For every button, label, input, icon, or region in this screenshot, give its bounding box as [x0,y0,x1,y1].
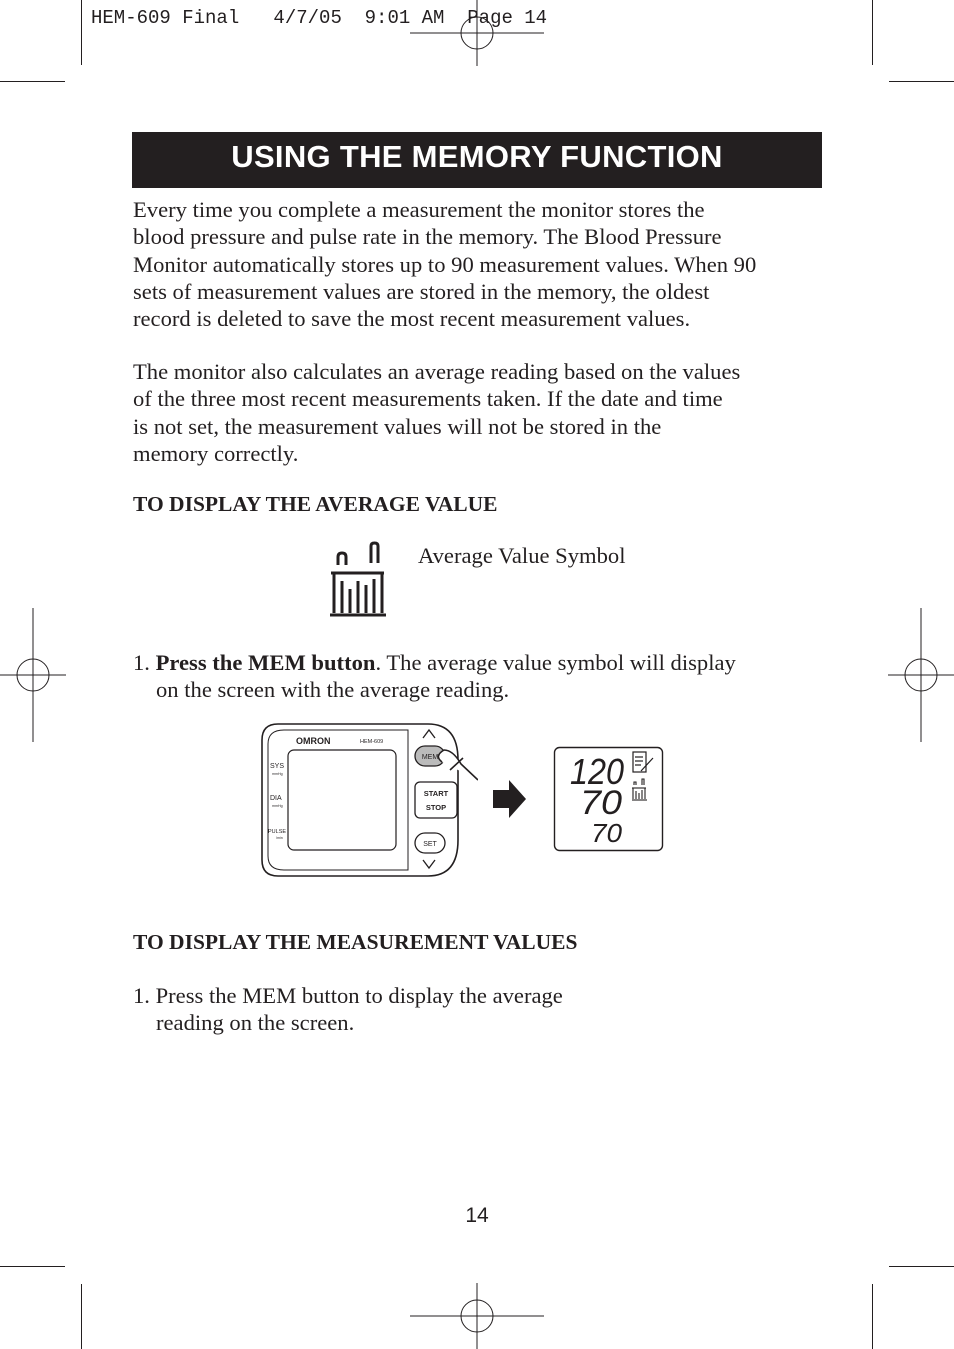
intro-paragraph [133,196,833,332]
crop-mark [872,1284,873,1349]
step-number: 1. [133,650,156,675]
pulse-value: 70 [591,818,623,848]
registration-mark-icon [0,608,66,742]
text-line: sets of measurement values are stored in the memory, the oldest [133,278,710,304]
unit-label: mmHg [272,804,283,808]
diastolic-value: 70 [580,784,623,822]
instruction-step [133,649,833,704]
text-line: memory correctly. [133,440,299,466]
text-line: record is deleted to save the most recent measurement values. [133,306,691,332]
lcd-screen [288,750,396,850]
text-line: of the three most recent measurements taken. If the date and time [133,386,723,412]
stop-label: STOP [425,803,447,812]
sys-label: SYS [270,763,285,770]
mem-button-label: MEM [421,754,439,761]
section-banner: USING THE MEMORY FUNCTION [132,132,822,188]
step-text-continued: on the screen with the average reading. [156,677,510,703]
crop-mark [889,1266,954,1267]
brand-logo: OMRON [296,736,331,746]
text-line: Every time you complete a measurement the monitor stores the [133,197,705,222]
instruction-step [133,982,833,1037]
lcd-display-detail [553,746,665,854]
registration-mark-icon [410,0,544,66]
average-value-symbol-icon [328,541,390,619]
crop-mark [889,81,954,82]
crop-mark [81,0,82,65]
text-line: blood pressure and pulse rate in the memory. The Blood Pressure [133,224,722,250]
registration-mark-icon [888,608,954,742]
pulse-label: PULSE [268,829,287,835]
crop-mark [0,81,65,82]
unit-label: mmHg [272,772,283,776]
text-line: Monitor automatically stores up to 90 measurement values. When 90 [133,251,757,277]
section-heading: TO DISPLAY THE MEASUREMENT VALUES [133,930,578,954]
registration-mark-icon [410,1283,544,1349]
arrow-right-icon [493,780,527,818]
section-heading: TO DISPLAY THE AVERAGE VALUE [133,492,498,516]
text-line: is not set, the measurement values will not be stored in the [133,413,662,439]
set-button-label: SET [423,841,437,848]
printer-slug: HEM-609 Final 4/7/05 9:01 AM Page 14 [91,7,548,29]
step-text: 1. Press the MEM button to display the average [133,983,563,1008]
step-text-continued: reading on the screen. [156,1010,355,1036]
text-line: The monitor also calculates an average reading based on the values [133,359,741,384]
crop-mark [872,0,873,65]
systolic-value: 120 [570,751,624,792]
start-stop-button [415,782,457,818]
step-text: . The average value symbol will display [375,650,736,675]
page-number: 14 [465,1204,489,1227]
average-paragraph [133,358,833,467]
step-emphasis: Press the MEM button [155,650,376,675]
blood-pressure-monitor-illustration [258,720,478,880]
crop-mark [81,1284,82,1349]
dia-label: DIA [270,795,282,802]
start-label: START [423,789,449,798]
crop-mark [0,1266,65,1267]
model-label: HEM-609 [360,739,384,745]
symbol-label: Average Value Symbol [418,543,626,568]
unit-label: /min [276,836,283,840]
